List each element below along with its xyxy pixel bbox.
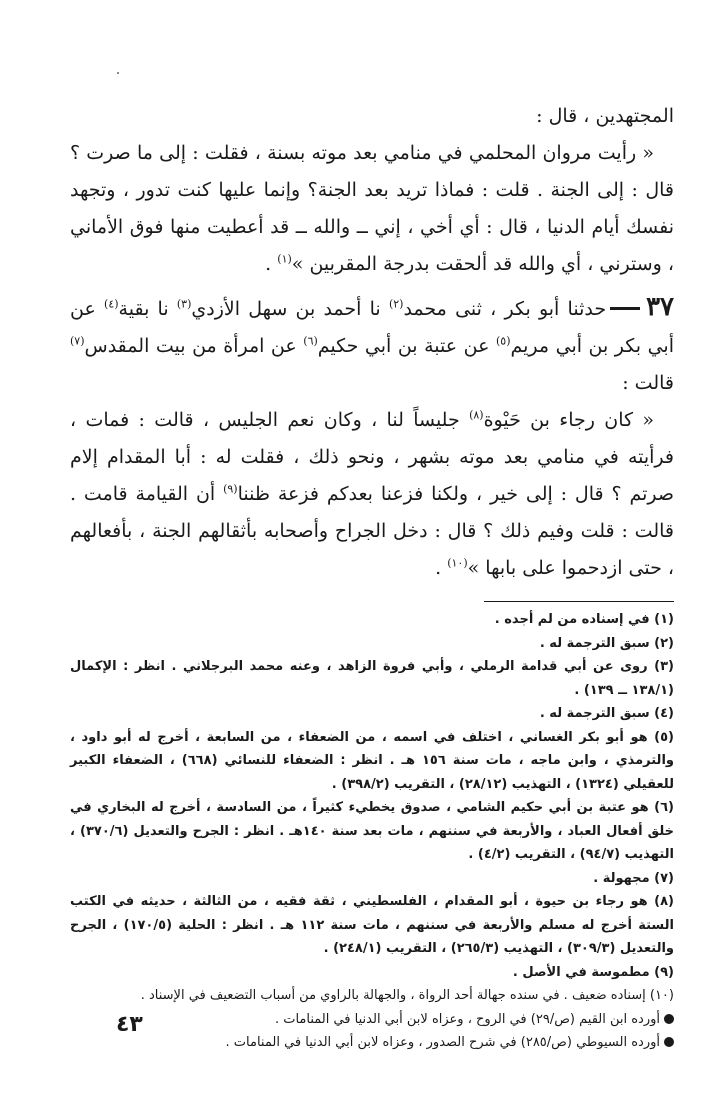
isnad-segment: حدثنا أبو بكر ، ثنى محمد [403,298,607,320]
page-number: ٤٣ [116,1012,143,1037]
footnote-6: (٦) هو عتبة بن أبي حكيم الشامي ، صدوق يخطيء كثيراً ، من السادسة ، أخرج له البخاري في خلق أفعال العباد ، والأربعة في سننهم ، مات بعد سنة ١٤٠هـ . انظر : الجرح والتعديل (٣٧٠/٦) ، التهذيب (٩٤/٧) ، التقريب (٤/٢) . [70,800,675,862]
isnad-paragraph [70,289,674,402]
footnote-8: (٨) هو رجاء بن حيوة ، أبو المقدام ، الفلسطيني ، ثقة فقيه ، من الثالثة ، حديثه في الكتب الستة أخرج له مسلم والأربعة في سننهم ، مات سنة ١١٢ هـ . انظر : الحلية (١٧٠/٥) ، الجرح والتعديل (٣٠٩/٣) ، التهذيب (٢٦٥/٣) ، التقريب (٢٤٨/١) . [70,894,674,956]
dream-narration-paragraph [70,135,674,283]
footnote-2: (٢) سبق الترجمة له . [539,635,674,651]
footnote-ref-8: (٨) [469,408,484,422]
opening-line: المجتهدين ، قال : [536,105,674,127]
footnote-5: (٥) هو أبو بكر الغساني ، اختلف في اسمه ، من الضعفاء ، من السابعة ، أخرج له أبو داود ، والترمذي ، وابن ماجه ، مات سنة ١٥٦ هـ . انظر : الضعفاء للنسائي (٦٦٨) ، الضعفاء الكبير للعقيلي (١٣٢٤) ، التهذيب (٢٨/١٢) ، التقريب (٣٩٨/٢) . [70,729,674,792]
footnote-separator [484,601,674,602]
isnad-segment: نا بقية [118,298,177,320]
footnote-4: (٤) سبق الترجمة له . [539,706,674,721]
narration-text: « رأيت مروان المحلمي في منامي بعد موته بسنة ، فقلت : إلى ما صرت ؟ قال : إلى الجنة . قلت : فماذا تريد بعد الجنة؟ وإنما عليها كنت تدور ، وتجهد نفسك أيام الدنيا ، قال : أي أخي ، إني ــ والله ــ قد أعطيت منها فوق الأماني ، وسترني ، أي والله قد ألحقت بدرجة المقربين » [70,142,674,275]
main-text [70,98,674,587]
hadith-number: ٣٧ [606,292,674,322]
footnote-ref-7: (٧) [70,334,85,348]
isnad-segment: عن امرأة من بيت المقدس [84,335,304,357]
footnote-ref-10: (١٠) [447,556,468,570]
isnad-segment: نا أحمد بن سهل الأزدي [191,298,389,320]
footnote-ref-6: (٦) [303,334,318,348]
footnote-9: (٩) مطموسة في الأصل . [512,964,674,980]
isnad-segment: عن عتبة بن أبي حكيم [317,335,496,357]
matn-paragraph [70,402,674,587]
hadith-dash [610,307,640,310]
source-note-1: أورده ابن القيم (ص/٢٩) في الروح ، وعزاه لابن أبي الدنيا في المنامات . [70,1008,674,1032]
footnote-1: (١) في إسناده من لم أجده . [494,612,674,627]
footnote-ref-4: (٤) [104,297,119,311]
scan-speck [117,72,119,74]
footnote-ref-3: (٣) [176,297,192,311]
footnotes-section [70,608,674,1055]
footnote-ref-5: (٥) [495,334,511,348]
footnote-3: (٣) روى عن أبي قدامة الرملي ، وأبي فروة الزاهد ، وعنه محمد البرجلاني . انظر : الإكمال (١٣٨/١ ــ ١٣٩) . [70,659,674,698]
footnote-10: (١٠) إسناده ضعيف . في سنده جهالة أحد الرواة ، والجهالة بالراوي من أسباب التضعيف في الإسناد . [140,988,674,1003]
isnad-segment: قالت : [622,372,674,394]
matn-text-c: أن القيامة قامت . قالت : قلت وفيم ذلك ؟ قال : دخل الجراح وأصحابه بأثقالهم الجنة ، بأفعالهم ، حتى ازدحموا على بابها » [70,483,674,579]
book-page [70,98,674,1098]
matn-end: . [435,557,448,579]
isnad-segment: عن أبي بكر بن أبي مريم [70,298,674,357]
footnote-ref-2: (٢) [388,297,404,311]
matn-text-a: « كان رجاء بن حَيْوة [483,409,654,431]
footnote-ref-9: (٩) [223,482,238,496]
source-note-2: أورده السيوطي (ص/٢٨٥) في شرح الصدور ، وعزاه لابن أبي الدنيا في المنامات . [70,1031,674,1055]
bullet-icon [664,1037,674,1047]
matn-text-b: جليساً لنا ، وكان نعم الجليس ، قالت : فمات ، فرأيته في منامي بعد موته بشهر ، ونحو ذلك ، فقلت له : أبا المقدام إلام صرتم ؟ قال : إلى خير ، ولكنا فزعنا بعدكم فزعة ظننا [70,409,674,505]
bullet-icon [664,1014,674,1024]
narration-end: . [265,253,278,275]
footnote-7: (٧) مجهولة . [593,870,674,886]
footnote-ref-1: (١) [277,252,292,266]
